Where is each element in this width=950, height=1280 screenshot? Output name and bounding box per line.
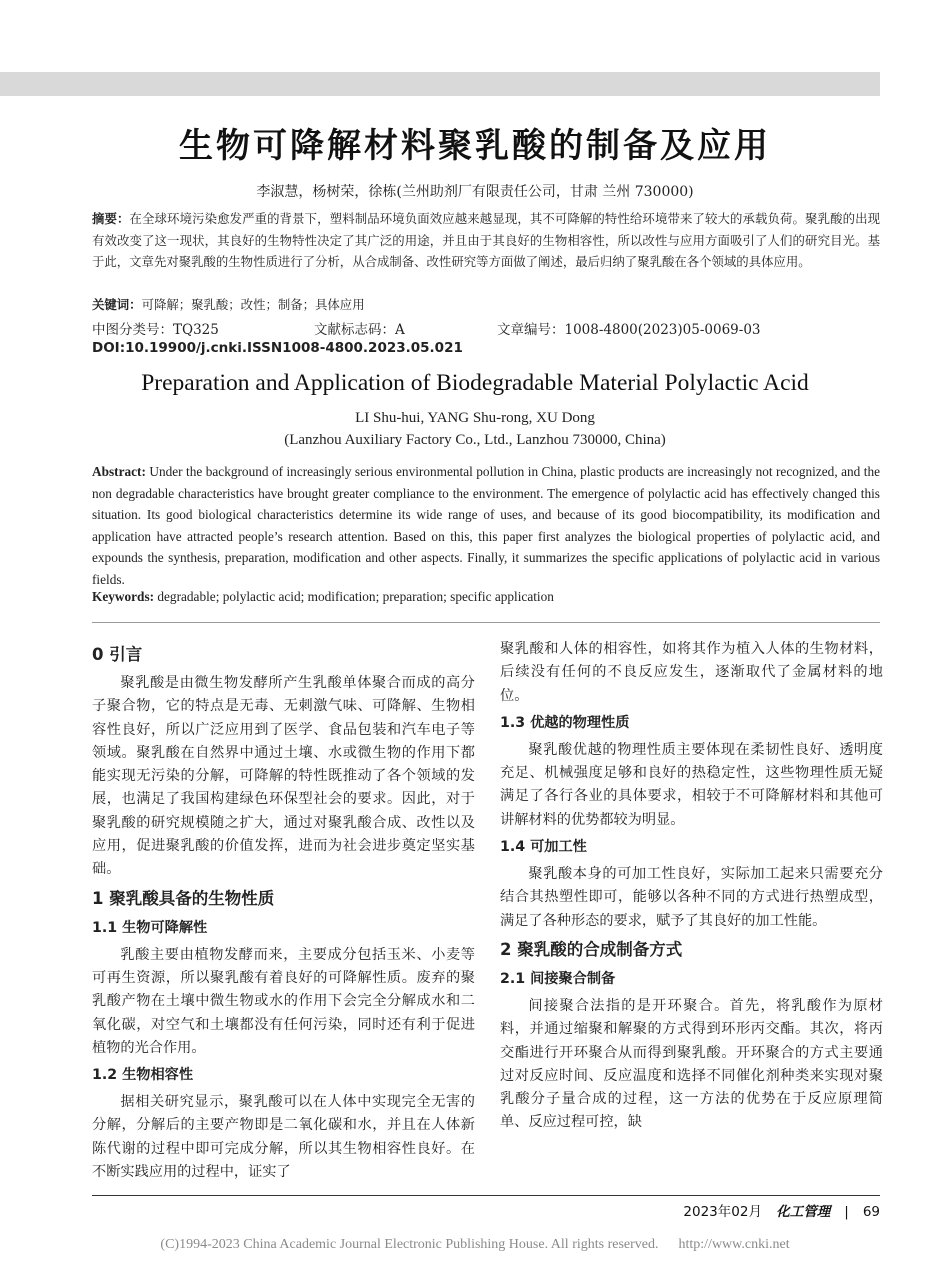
keywords-cn-label: 关键词： [92,297,142,312]
keywords-cn-text: 可降解；聚乳酸；改性；制备；具体应用 [141,297,365,312]
title-en: Preparation and Application of Biodegradable Material Polylactic Acid [141,370,809,396]
section-divider [92,622,880,623]
section-1-3-paragraph: 聚乳酸优越的物理性质主要体现在柔韧性良好、透明度充足、机械强度足够和良好的热稳定性，这些物理性质无疑满足了各行各业的具体要求，相较于不可降解材料和其他可讲解材料的优势都较为明显。 [500,741,883,828]
header-band [0,72,880,96]
abstract-en-text: Under the background of increasingly serious environmental pollution in China, plastic products are increasingly not recognized, and the non degradable characteristics have brought greater compliance to the environment. The emergence of polylactic acid has effectively changed this situation. Its good biological characteristics determine its wide range of uses, and because of its good biocompatibility, its modification and application have attracted people’s research attention. Based on this, this paper first analyzes the biological properties of polylactic acid, and expounds the synthesis, preparation, modification and other aspects. Finally, it summarizes the specific applications of polylactic acid in various fields. [92,464,880,587]
document-code: 文献标志码：A [314,322,405,338]
section-1-4-paragraph: 聚乳酸本身的可加工性良好，实际加工起来只需要充分结合其热塑性即可，能够以各种不同的方式进行热塑成型，满足了各种形态的要求，赋予了其良好的加工性能。 [500,866,883,929]
section-1-1-heading: 1.1 生物可降解性 [92,919,208,936]
abstract-en-label: Abstract: [92,464,146,479]
section-1-2-paragraph: 据相关研究显示，聚乳酸可以在人体中实现完全无害的分解，分解后的主要产物即是二氧化碳和水，并且在人体新陈代谢的过程中即可完成分解，所以其生物相容性良好。在不断实践应用的过程中，证实了 [92,1094,475,1181]
section-1-4-heading: 1.4 可加工性 [500,839,587,856]
page-number: 69 [862,1204,880,1220]
footer-separator: | [844,1204,849,1220]
section-2-1-heading: 2.1 间接聚合制备 [500,970,616,987]
abstract-cn-label: 摘要： [92,211,130,226]
journal-name: 化工管理 [776,1204,831,1220]
page-footer [683,1200,880,1220]
keywords-en [92,589,880,605]
article-number: 文章编号：1008-4800(2023)05-0069-03 [497,322,761,338]
section-1-heading: 1 聚乳酸具备的生物性质 [92,888,275,908]
affiliation-en: (Lanzhou Auxiliary Factory Co., Ltd., Lanzhou 730000, China) [284,432,666,448]
section-1-2-paragraph-continued: 聚乳酸和人体的相容性，如将其作为植入人体的生物材料，后续没有任何的不良反应发生，逐渐取代了金属材料的地位。 [500,641,883,704]
footer-rule [92,1195,880,1196]
abstract-cn [92,208,880,273]
keywords-en-text: degradable; polylactic acid; modification; preparation; specific application [157,589,554,604]
class-number: 中图分类号：TQ325 [92,322,219,338]
left-column [92,638,475,1184]
section-0-paragraph: 聚乳酸是由微生物发酵所产生乳酸单体聚合而成的高分子聚合物，它的特点是无毒、无刺激气味、可降解、生物相容性良好，所以广泛应用到了医学、食品包装和汽车电子等领域。聚乳酸在自然界中通过土壤、水或微生物的作用下都能实现无污染的分解，可降解的特性既推动了各个领域的发展，也满足了我国构建绿色环保型社会的要求。因此，对于聚乳酸的研究规模随之扩大，通过对聚乳酸合成、改性以及应用，促进聚乳酸的价值发挥，进而为社会进步奠定坚实基础。 [92,675,475,878]
section-2-heading: 2 聚乳酸的合成制备方式 [500,939,683,959]
section-1-3-heading: 1.3 优越的物理性质 [500,714,630,731]
section-0-heading: 0 引言 [92,645,143,664]
abstract-cn-text: 在全球环境污染愈发严重的背景下，塑料制品环境负面效应越来越显现，其不可降解的特性给环境带来了较大的承载负荷。聚乳酸的出现有效改变了这一现状，其良好的生物特性决定了其广泛的用途，并且由于其良好的生物相容性，所以改性与应用方面吸引了人们的研究目光。基于此，文章先对聚乳酸的生物性质进行了分析，从合成制备、改性研究等方面做了阐述，最后归纳了聚乳酸在各个领域的具体应用。 [92,211,881,270]
authors-en: LI Shu-hui, YANG Shu-rong, XU Dong [355,410,595,426]
copyright-line [0,1237,950,1253]
cnki-url[interactable]: http://www.cnki.net [678,1237,790,1252]
section-2-1-paragraph: 间接聚合法指的是开环聚合。首先，将乳酸作为原材料，并通过缩聚和解聚的方式得到环形丙交酯。其次，将丙交酯进行开环聚合从而得到聚乳酸。开环聚合的方式主要通过对反应时间、反应温度和选择不同催化剂种类来实现对聚乳酸分子量合成的过程，这一方法的优势在于反应原理简单、反应过程可控，缺 [500,997,883,1131]
section-1-2-heading: 1.2 生物相容性 [92,1067,194,1084]
doi: DOI:10.19900/j.cnki.ISSN1008-4800.2023.05.021 [92,340,463,356]
keywords-cn [92,295,880,313]
keywords-en-label: Keywords: [92,589,155,604]
abstract-en [92,461,880,591]
right-column [500,638,883,1135]
section-1-1-paragraph: 乳酸主要由植物发酵而来，主要成分包括玉米、小麦等可再生资源，所以聚乳酸有着良好的可降解性质。废弃的聚乳酸产物在土壤中微生物或水的作用下会完全分解成水和二氧化碳，对空气和土壤都没有任何污染，同时还有利于促进植物的光合作用。 [92,946,475,1056]
copyright-text: (C)1994-2023 China Academic Journal Electronic Publishing House. All rights reserved. [160,1237,659,1252]
authors-cn: 李淑慧，杨树荣，徐栋(兰州助剂厂有限责任公司，甘肃 兰州 730000) [256,184,694,200]
page-title: 生物可降解材料聚乳酸的制备及应用 [179,126,771,166]
issue-date: 2023年02月 [683,1204,762,1220]
